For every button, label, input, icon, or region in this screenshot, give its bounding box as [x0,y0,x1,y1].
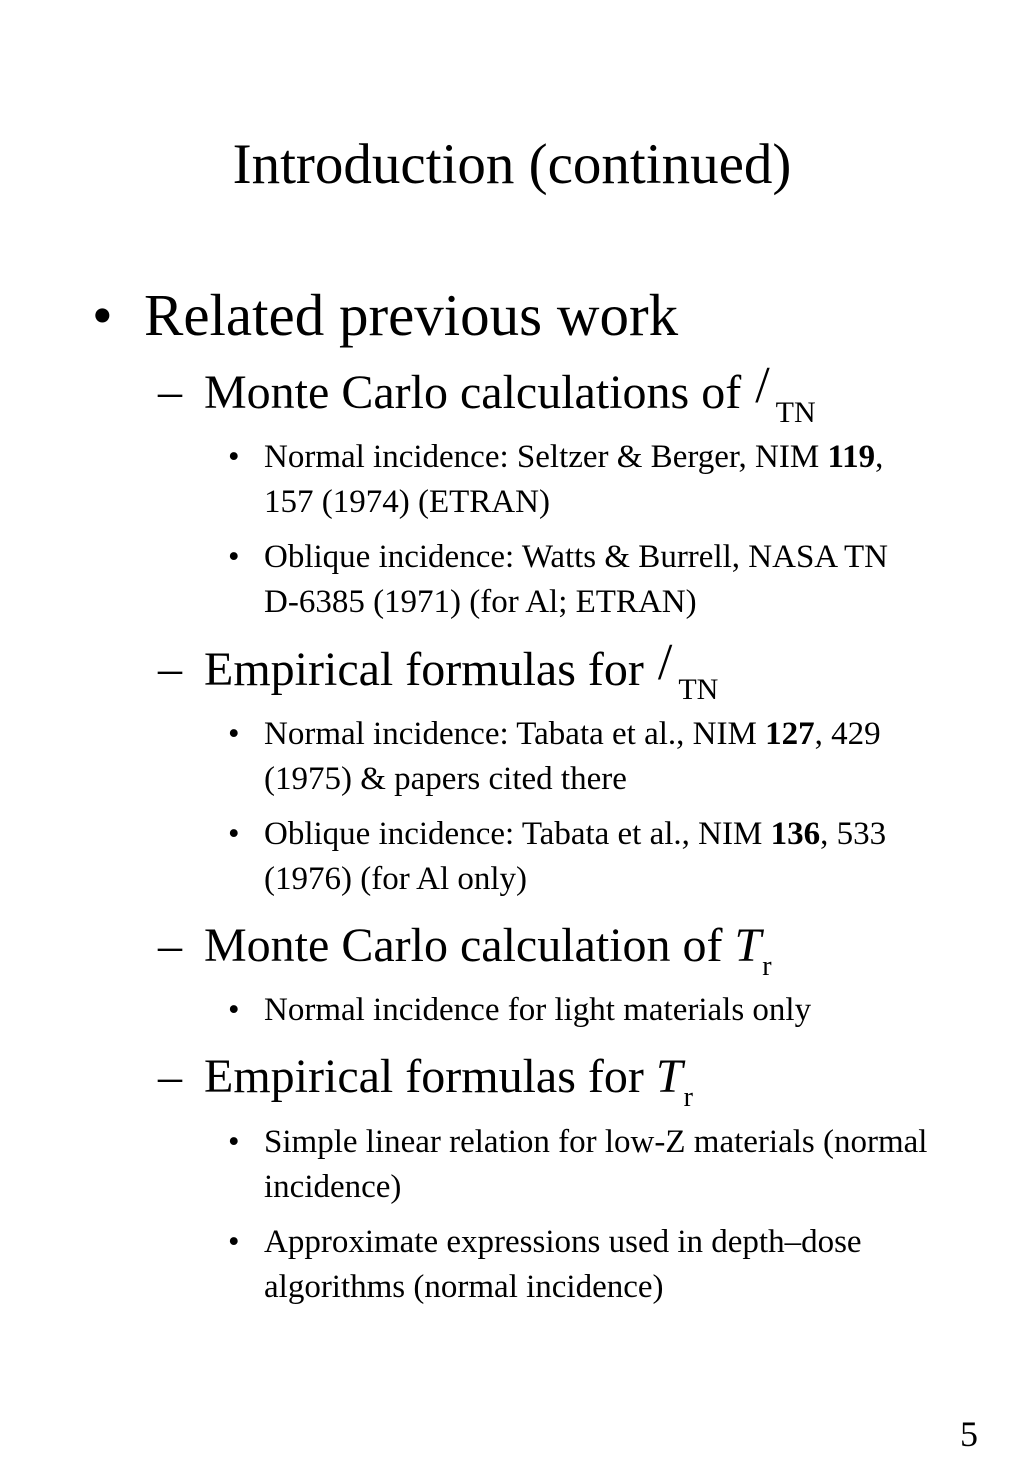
item-text [264,812,928,902]
item-text: Normal incidence for light materials only [264,992,812,1028]
subscript-tn: TN [678,673,719,706]
subbullet-text [204,918,772,981]
subbullet-text [204,634,719,706]
page-number: 5 [960,1414,978,1454]
symbol-slash: / [755,357,770,414]
item-text-part: Oblique incidence: Tabata et al., NIM [264,816,771,852]
subbullet-label: Monte Carlo calculation of [204,919,723,972]
dash-marker: – [158,1050,182,1103]
item-text-part: Normal incidence: Tabata et al., NIM [264,716,766,752]
symbol-t: T [734,919,762,972]
bullet-marker: • [228,1124,240,1160]
item-text [264,435,928,525]
bullet-marker: • [228,539,240,575]
bullet-marker: • [228,816,240,852]
item-text [264,712,928,802]
item-text-part: , 429 (1975) & papers cited there [264,716,881,797]
bullet-marker: • [228,1224,240,1260]
volume-number: 136 [770,816,821,852]
item-text: Simple linear relation for low-Z materials (normal incidence) [264,1124,928,1205]
item-text-part: Normal incidence: Seltzer & Berger, NIM [264,439,828,475]
item-simple-linear-relation [228,1120,928,1210]
subbullet-label: Empirical formulas for [204,643,644,696]
subscript-r: r [683,1082,693,1113]
bullet-heading: Related previous work [144,282,679,348]
bullet-marker: • [228,992,240,1028]
item-approximate-expressions [228,1220,928,1310]
subbullet-label: Monte Carlo calculations of [204,366,742,419]
volume-number: 119 [827,439,876,475]
item-text: Approximate expressions used in depth–dose algorithms (normal incidence) [264,1224,862,1305]
subbullet-text [204,357,816,429]
bullet-marker: • [92,282,113,348]
bullet-marker: • [228,716,240,752]
symbol-slash: / [657,634,673,691]
subscript-tn: TN [775,396,816,429]
item-text-part: , 157 (1974) (ETRAN) [264,439,884,520]
slide-title: Introduction (continued) [232,133,792,196]
subbullet-label: Empirical formulas for [204,1050,644,1103]
item-normal-incidence-tabata [228,712,928,802]
item-text: Oblique incidence: Watts & Burrell, NASA TN D-6385 (1971) (for Al; ETRAN) [264,539,888,620]
symbol-t: T [655,1050,683,1103]
subbullet-text [204,1049,693,1112]
item-oblique-incidence-tabata [228,812,928,902]
item-normal-incidence-light [228,988,928,1033]
dash-marker: – [158,365,182,418]
item-normal-incidence-seltzer [228,435,928,525]
subscript-r: r [762,951,772,982]
dash-marker: – [158,919,182,972]
volume-number: 127 [765,716,815,752]
dash-marker: – [158,642,182,695]
bullet-marker: • [228,439,240,475]
item-oblique-incidence-watts [228,535,928,625]
item-text-part: , 533 (1976) (for Al only) [264,816,887,897]
